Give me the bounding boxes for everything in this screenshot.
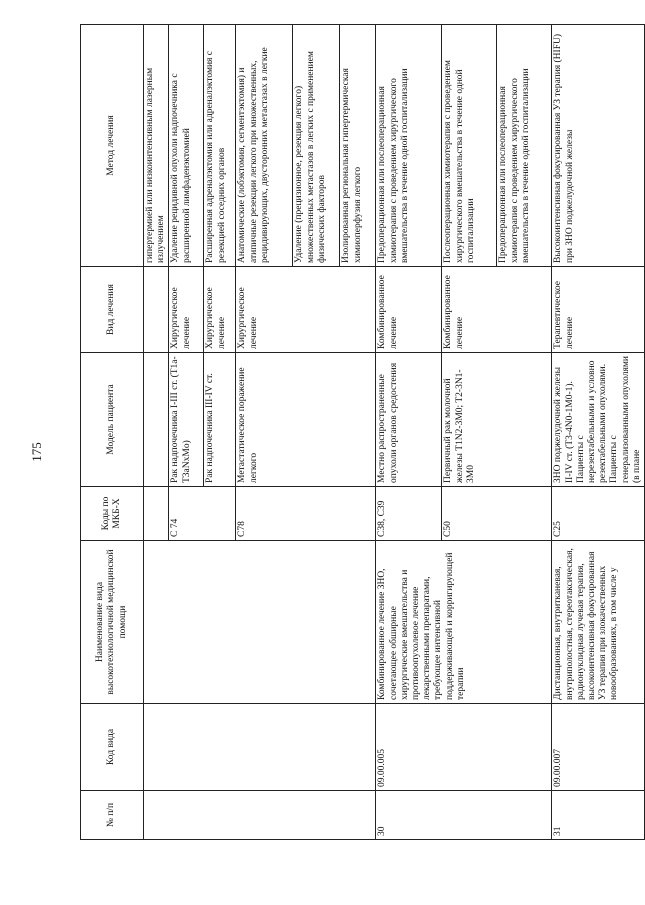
header-type: Вид лечения <box>81 267 144 353</box>
cell-method: Высокоинтенсивная фокусированная УЗ терапия (HIFU) при ЗНО поджелудочной железы <box>552 25 645 267</box>
page-number: 175 <box>29 442 44 462</box>
cell-method-group <box>442 25 552 267</box>
cell-model: Местно распространенные опухоли органов средостения <box>376 353 442 487</box>
header-num: № п/п <box>81 791 144 840</box>
cell-name: Дистанционная, внутритканевая, внутриполостная, стереотаксическая, радионуклидная лучевая терапия, высокоинтенсивная фокусированная УЗ терапия при злокачественных новообразованиях, в том числе у <box>552 541 645 704</box>
header-name: Наименование вида высокотехнологичной медицинской помощи <box>81 541 144 704</box>
cell-name <box>144 541 376 704</box>
cell-num: 31 <box>552 791 645 840</box>
cell-method: Анатомические (лобэктомия, сегментэктомия) и атипичные резекции легкого при множественных, рецидивирующих, двусторонних метастазах в легкие <box>236 25 293 266</box>
header-method: Метод лечения <box>81 25 144 267</box>
cell-code <box>144 704 376 791</box>
cell-type: Хирургическое лечение <box>204 267 236 353</box>
table-row <box>552 25 645 840</box>
medical-care-table <box>80 24 645 840</box>
cell-model: ЗНО поджелудочной железы II-IV ст. (T3-4N0-1M0-1). Пациенты с нерезектабельными и условно резектабельными опухолями. Пациенты с генерализованными опухолями (в плане <box>552 353 645 487</box>
cell-method: Удаление (прецизионное, резекция легкого) множественных метастазов в легких с применением физических факторов <box>293 25 340 266</box>
cell-model: Метастатическое поражение легкого <box>236 353 376 487</box>
cell-icd: C25 <box>552 487 645 541</box>
header-model: Модель пациента <box>81 353 144 487</box>
cell-num: 30 <box>376 791 552 840</box>
cell-num <box>144 791 376 840</box>
cell-method: Расширенная адреналэктомия или адреналэктомия с резекцией соседних органов <box>204 25 236 267</box>
cell-icd: C38, C39 <box>376 487 442 541</box>
cell-icd <box>144 487 169 541</box>
cell-type: Комбинированное лечение <box>376 267 442 353</box>
table-header-row <box>81 25 144 840</box>
cell-icd: C50 <box>442 487 552 541</box>
cell-model <box>144 353 169 487</box>
cell-method: Послеоперационная химиотерапия с проведением хирургического вмешательства в течение одной госпитализации <box>442 25 497 266</box>
table-row <box>144 25 169 840</box>
method-subtable <box>236 25 375 266</box>
rotated-table-wrapper <box>80 25 642 840</box>
cell-type: Комбинированное лечение <box>442 267 552 353</box>
header-icd: Коды по МКБ-X <box>81 487 144 541</box>
cell-method: гипертермией или низкоинтенсивным лазерным излучением <box>144 25 169 267</box>
cell-name: Комбинированное лечение ЗНО, сочетающее обширные хирургические вмешательства и противоопухолевое лечение лекарственными препаратами, требующее интенсивной поддерживающей и корригирующей терапии <box>376 541 552 704</box>
cell-code: 09.00.007 <box>552 704 645 791</box>
cell-model: Первичный рак молочной железы T1N2-3M0; T2-3N1-3M0 <box>442 353 552 487</box>
cell-icd: C78 <box>236 487 376 541</box>
cell-type: Хирургическое лечение <box>169 267 204 353</box>
method-subtable <box>442 25 551 266</box>
cell-code: 09.00.005 <box>376 704 552 791</box>
cell-method: Предоперационная или послеоперационная химиотерапия с проведением хирургического вмешательства в течение одной госпитализации <box>498 68 531 263</box>
cell-method: Изолированная региональная гипертермическая химиоперфузия легкого <box>341 68 363 263</box>
cell-type: Терапевтическое лечение <box>552 267 645 353</box>
cell-icd: C 74 <box>169 487 236 541</box>
table-row <box>376 25 442 840</box>
cell-method-group <box>236 25 376 267</box>
header-code: Код вида <box>81 704 144 791</box>
cell-model: Рак надпочечника III-IV ст. <box>204 353 236 487</box>
cell-method: Удаление рецидивной опухоли надпочечника с расширенной лимфаденэктомией <box>169 25 204 267</box>
cell-model: Рак надпочечника I-III ст. (T1a-T3aNxMo) <box>169 353 204 487</box>
cell-method: Предоперационная или послеоперационная химиотерапия с проведением хирургического вмешательства в течение одной госпитализации <box>376 25 442 267</box>
cell-type <box>144 267 169 353</box>
cell-type: Хирургическое лечение <box>236 267 376 353</box>
